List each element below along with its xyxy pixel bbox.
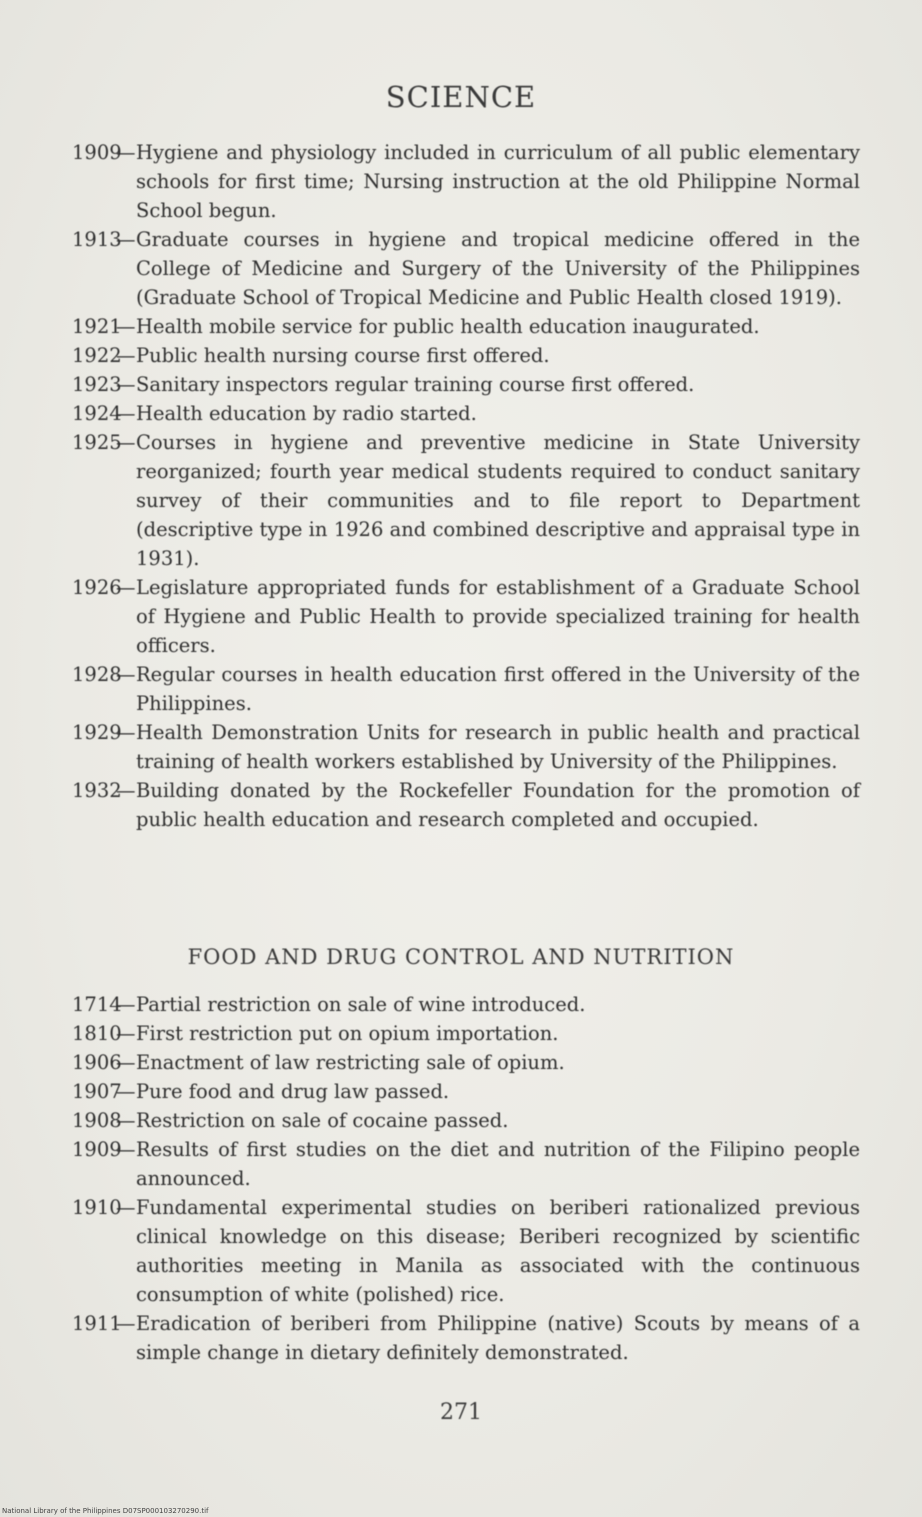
scan-footer: National Library of the Philippines D07SP000103270290.tif bbox=[2, 1507, 209, 1515]
timeline-entry: 1926 — Legislature appropriated funds for establishment of a Graduate School of Hygiene and Public Health to provide specialized training for health officers. bbox=[72, 573, 860, 660]
timeline-entry: 1714 — Partial restriction on sale of wine introduced. bbox=[72, 990, 860, 1019]
timeline-entry: 1911 — Eradication of beriberi from Philippine (native) Scouts by means of a simple change in dietary definitely demonstrated. bbox=[72, 1309, 860, 1367]
timeline-entry: 1907 — Pure food and drug law passed. bbox=[72, 1077, 860, 1106]
entry-year: 1810 bbox=[72, 1022, 122, 1045]
timeline-entry: 1909 — Hygiene and physiology included in curriculum of all public elementary schools for first time; Nursing instruction at the old Philippine Normal School begun. bbox=[72, 138, 860, 225]
entry-text: Restriction on sale of cocaine passed. bbox=[136, 1109, 509, 1132]
entry-text: Courses in hygiene and preventive medicine in State University reorganized; fourth year medical students required to conduct sanitary survey of their communities and to file report to Department (descriptive type in 1926 and combined descriptive and appraisal type in 1931). bbox=[136, 431, 860, 570]
entry-text: Health education by radio started. bbox=[136, 402, 477, 425]
entry-year: 1928 bbox=[72, 663, 122, 686]
food-entries bbox=[72, 990, 860, 1367]
entry-year: 1924 bbox=[72, 402, 122, 425]
entry-text: Regular courses in health education first offered in the University of the Philippines. bbox=[136, 663, 860, 715]
entry-text: Graduate courses in hygiene and tropical medicine offered in the College of Medicine and Surgery of the University of the Philippines (Graduate School of Tropical Medicine and Public Health closed 1919). bbox=[136, 228, 860, 309]
entry-year: 1932 bbox=[72, 779, 122, 802]
entry-year: 1926 bbox=[72, 576, 122, 599]
page-title: SCIENCE bbox=[385, 80, 537, 114]
entry-text: Health mobile service for public health education inaugurated. bbox=[136, 315, 760, 338]
timeline-entry: 1925 — Courses in hygiene and preventive medicine in State University reorganized; fourth year medical students required to conduct sanitary survey of their communities and to file report to Department (descriptive type in 1926 and combined descriptive and appraisal type in 1931). bbox=[72, 428, 860, 573]
entry-text: First restriction put on opium importation. bbox=[136, 1022, 559, 1045]
timeline-entry: 1906 — Enactment of law restricting sale of opium. bbox=[72, 1048, 860, 1077]
entry-text: Building donated by the Rockefeller Foundation for the promotion of public health education and research completed and occupied. bbox=[136, 779, 860, 831]
entry-year: 1910 bbox=[72, 1196, 122, 1219]
timeline-entry: 1932 — Building donated by the Rockefeller Foundation for the promotion of public health education and research completed and occupied. bbox=[72, 776, 860, 834]
entry-year: 1925 bbox=[72, 431, 122, 454]
entry-text: Sanitary inspectors regular training course first offered. bbox=[136, 373, 695, 396]
entry-text: Hygiene and physiology included in curriculum of all public elementary schools for first time; Nursing instruction at the old Philippine Normal School begun. bbox=[136, 141, 860, 222]
entry-year: 1913 bbox=[72, 228, 122, 251]
entry-text: Fundamental experimental studies on beriberi rationalized previous clinical knowledge on this disease; Beriberi recognized by scientific authorities meeting in Manila as associated with the continuous consumption of white (polished) rice. bbox=[136, 1196, 860, 1306]
timeline-entry: 1928 — Regular courses in health education first offered in the University of the Philippines. bbox=[72, 660, 860, 718]
page-number: 271 bbox=[440, 1400, 482, 1425]
timeline-entry: 1929 — Health Demonstration Units for research in public health and practical training of health workers established by University of the Philippines. bbox=[72, 718, 860, 776]
entry-text: Partial restriction on sale of wine introduced. bbox=[136, 993, 586, 1016]
entry-text: Legislature appropriated funds for establishment of a Graduate School of Hygiene and Public Health to provide specialized training for health officers. bbox=[136, 576, 860, 657]
entry-text: Pure food and drug law passed. bbox=[136, 1080, 450, 1103]
entry-year: 1909 bbox=[72, 141, 122, 164]
timeline-entry: 1909 — Results of first studies on the diet and nutrition of the Filipino people announced. bbox=[72, 1135, 860, 1193]
section-heading: FOOD AND DRUG CONTROL AND NUTRITION bbox=[187, 945, 735, 969]
timeline-entry: 1810 — First restriction put on opium importation. bbox=[72, 1019, 860, 1048]
entry-year: 1911 bbox=[72, 1312, 122, 1335]
timeline-entry: 1921 — Health mobile service for public health education inaugurated. bbox=[72, 312, 860, 341]
entry-year: 1922 bbox=[72, 344, 122, 367]
entry-year: 1929 bbox=[72, 721, 122, 744]
timeline-entry: 1908 — Restriction on sale of cocaine passed. bbox=[72, 1106, 860, 1135]
entry-year: 1921 bbox=[72, 315, 122, 338]
entry-text: Results of first studies on the diet and nutrition of the Filipino people announced. bbox=[136, 1138, 860, 1190]
entry-text: Enactment of law restricting sale of opium. bbox=[136, 1051, 565, 1074]
timeline-entry: 1922 — Public health nursing course first offered. bbox=[72, 341, 860, 370]
entry-year: 1909 bbox=[72, 1138, 122, 1161]
entry-year: 1906 bbox=[72, 1051, 122, 1074]
entry-year: 1908 bbox=[72, 1109, 122, 1132]
timeline-entry: 1923 — Sanitary inspectors regular training course first offered. bbox=[72, 370, 860, 399]
timeline-entry: 1924 — Health education by radio started. bbox=[72, 399, 860, 428]
entry-year: 1714 bbox=[72, 993, 122, 1016]
science-entries bbox=[72, 138, 860, 834]
entry-year: 1907 bbox=[72, 1080, 122, 1103]
entry-text: Public health nursing course first offered. bbox=[136, 344, 550, 367]
timeline-entry: 1913 — Graduate courses in hygiene and tropical medicine offered in the College of Medicine and Surgery of the University of the Philippines (Graduate School of Tropical Medicine and Public Health closed 1919). bbox=[72, 225, 860, 312]
entry-text: Eradication of beriberi from Philippine (native) Scouts by means of a simple change in dietary definitely demonstrated. bbox=[136, 1312, 860, 1364]
entry-text: Health Demonstration Units for research in public health and practical training of health workers established by University of the Philippines. bbox=[136, 721, 860, 773]
timeline-entry: 1910 — Fundamental experimental studies on beriberi rationalized previous clinical knowledge on this disease; Beriberi recognized by scientific authorities meeting in Manila as associated with the continuous consumption of white (polished) rice. bbox=[72, 1193, 860, 1309]
entry-year: 1923 bbox=[72, 373, 122, 396]
